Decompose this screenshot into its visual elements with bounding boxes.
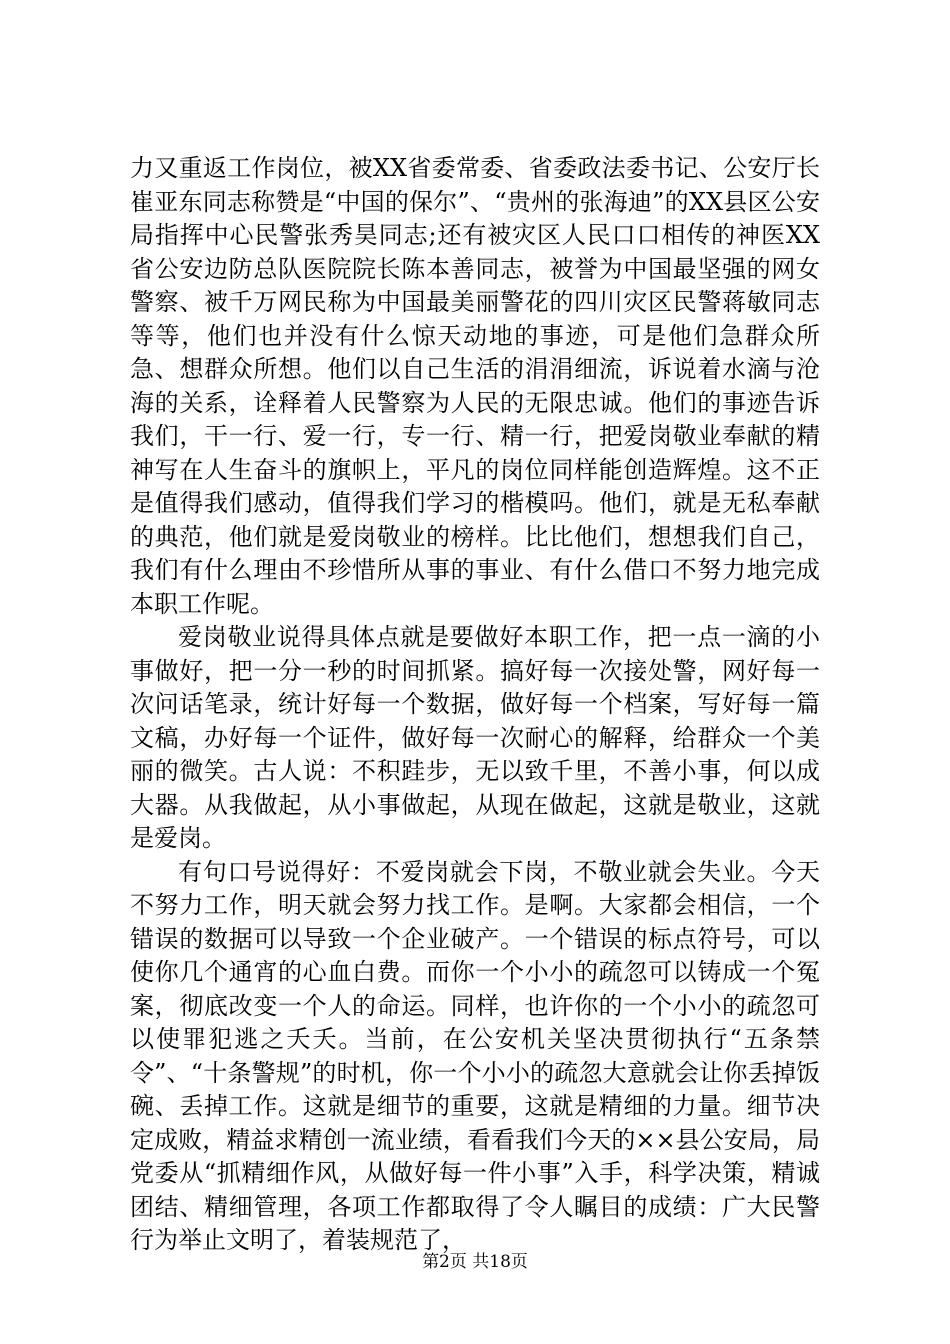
document-body	[130, 152, 820, 1258]
paragraph-3: 有句口号说得好：不爱岗就会下岗，不敬业就会失业。今天不努力工作，明天就会努力找工作。是啊。大家都会相信，一个错误的数据可以导致一个企业破产。一个错误的标点符号，可以使你几个通宵的心血白费。而你一个小小的疏忽可以铸成一个冤案，彻底改变一个人的命运。同样，也许你的一个小小的疏忽可以使罪犯逃之夭夭。当前，在公安机关坚决贯彻执行“五条禁令”、“十条警规”的时机，你一个小小的疏忽大意就会让你丢掉饭碗、丢掉工作。这就是细节的重要，这就是精细的力量。细节决定成败，精益求精创一流业绩，看看我们今天的××县公安局，局党委从“抓精细作风，从做好每一件小事”入手，科学决策，精诚团结、精细管理，各项工作都取得了令人瞩目的成绩：广大民警行为举止文明了，着装规范了，	[130, 857, 820, 1254]
page-number-label: 第2页 共18页	[422, 1252, 528, 1272]
paragraph-1: 力又重返工作岗位，被XX省委常委、省委政法委书记、公安厅长崔亚东同志称赞是“中国的保尔”、“贵州的张海迪”的XX县区公安局指挥中心民警张秀昊同志;还有被灾区人民口口相传的神医XX省公安边防总队医院院长陈本善同志，被誉为中国最坚强的网女警察、被千万网民称为中国最美丽警花的四川灾区民警蒋敏同志等等，他们也并没有什么惊天动地的事迹，可是他们急群众所急、想群众所想。他们以自己生活的涓涓细流，诉说着水滴与沧海的关系，诠释着人民警察为人民的无限忠诚。他们的事迹告诉我们，干一行、爱一行，专一行、精一行，把爱岗敬业奉献的精神写在人生奋斗的旗帜上，平凡的岗位同样能创造辉煌。这不正是值得我们感动，值得我们学习的楷模吗。他们，就是无私奉献的典范，他们就是爱岗敬业的榜样。比比他们，想想我们自己，我们有什么理由不珍惜所从事的事业、有什么借口不努力地完成本职工作呢。	[130, 154, 820, 618]
page-footer	[0, 1252, 950, 1272]
paragraph-2: 爱岗敬业说得具体点就是要做好本职工作，把一点一滴的小事做好，把一分一秒的时间抓紧。搞好每一次接处警，网好每一次问话笔录，统计好每一个数据，做好每一个档案，写好每一篇文稿，办好每一个证件，做好每一次耐心的解释，给群众一个美丽的微笑。古人说：不积跬步，无以致千里，不善小事，何以成大器。从我做起，从小事做起，从现在做起，这就是敬业，这就是爱岗。	[130, 623, 820, 852]
